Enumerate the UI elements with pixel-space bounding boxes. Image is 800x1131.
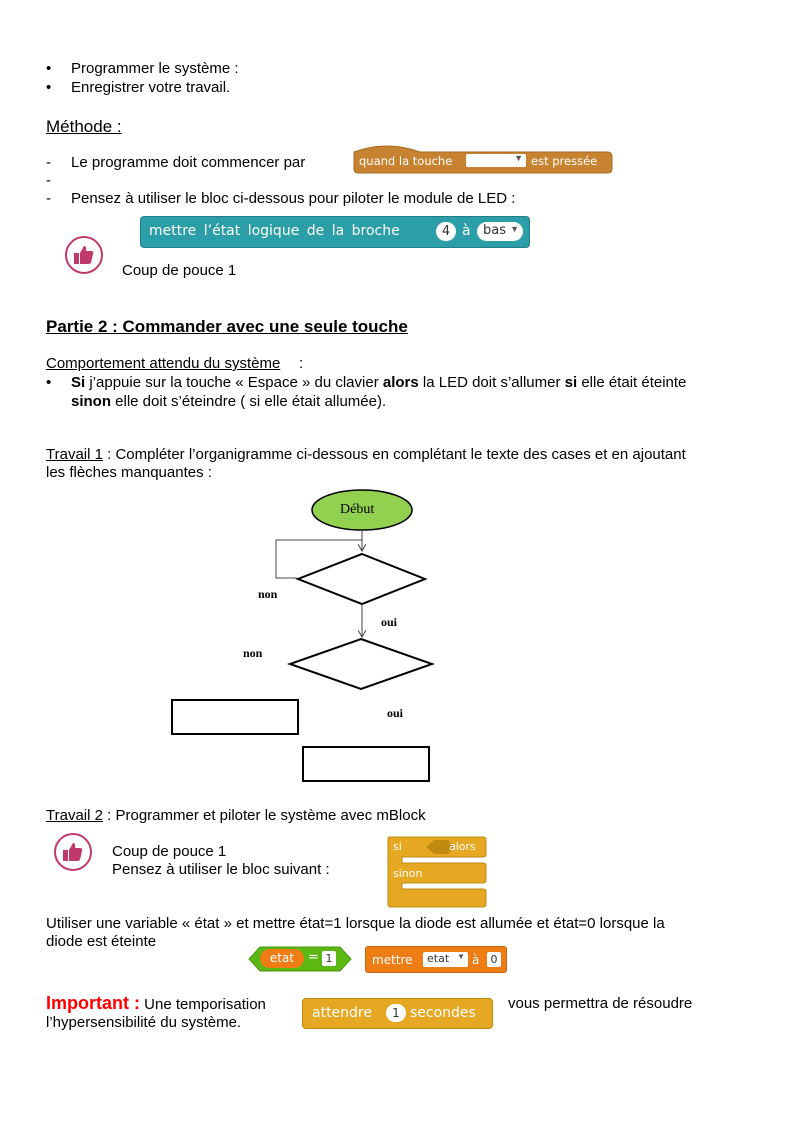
set-var-name: etat: [427, 952, 450, 965]
pin-value-dropdown[interactable]: [477, 222, 523, 241]
equals-operator: =: [308, 950, 319, 965]
comp-text2: la LED doit s’allumer: [418, 374, 565, 391]
label-oui-2: oui: [387, 706, 404, 720]
pin-state-block: [140, 216, 530, 248]
methode-line1: Le programme doit commencer par: [71, 154, 306, 171]
comp-text4: elle doit s’éteindre ( si elle était allumée).: [111, 393, 387, 410]
travail1-line1: [46, 446, 686, 463]
methode-line3: Pensez à utiliser le bloc ci-dessous pour piloter le module de LED :: [71, 190, 516, 207]
kw-sinon: sinon: [71, 393, 111, 410]
set-var-dropdown[interactable]: [423, 952, 468, 967]
comportement-line2: [71, 393, 386, 410]
kw-alors: alors: [382, 374, 419, 391]
travail1-label: Travail 1: [46, 446, 103, 463]
dash: -: [46, 190, 51, 207]
travail2-label: Travail 2: [46, 807, 103, 824]
dash: -: [46, 154, 51, 171]
bullet: •: [46, 60, 52, 77]
set-variable-block: [365, 946, 507, 973]
variable-line2: diode est éteinte: [46, 933, 157, 950]
bullet: •: [46, 374, 52, 391]
chevron-down-icon: ▼: [510, 224, 519, 234]
compare-block: [248, 946, 352, 972]
set-value[interactable]: 0: [487, 952, 501, 967]
flowchart: [0, 488, 800, 788]
var-reporter[interactable]: etat: [260, 949, 304, 968]
label-oui-1: oui: [381, 615, 398, 629]
wait-unit: secondes: [410, 1005, 476, 1021]
important-text2: vous permettra de résoudre: [508, 995, 693, 1012]
travail2-line: [46, 807, 426, 824]
set-label: mettre: [372, 953, 413, 967]
important-line1: [46, 993, 266, 1014]
key-dropdown[interactable]: [466, 154, 526, 167]
task-item: Enregistrer votre travail.: [71, 79, 231, 96]
dash: -: [46, 172, 51, 189]
bullet: •: [46, 79, 52, 96]
key-pressed-block: [352, 142, 613, 174]
action-box-right: [303, 747, 429, 781]
important-text1: Une temporisation: [140, 996, 266, 1013]
else-label: sinon: [393, 867, 423, 880]
comportement-heading: Comportement attendu du système: [46, 355, 281, 372]
comportement-colon: :: [299, 355, 304, 372]
wait-block: [302, 998, 493, 1029]
partie2-title: Partie 2 : Commander avec une seule touche: [46, 317, 408, 336]
travail2-text: : Programmer et piloter le système avec mBlock: [102, 807, 426, 824]
variable-line1: Utiliser une variable « état » et mettre état=1 lorsque la diode est allumée et état=0 lorsque la: [46, 915, 665, 932]
action-box-left: [172, 700, 298, 734]
coup-de-pouce-label[interactable]: Coup de pouce 1: [122, 262, 237, 279]
methode-title: Méthode :: [46, 117, 122, 136]
key-block-label: quand la touche: [359, 154, 453, 168]
kw-si: Si: [71, 374, 86, 391]
decision-2: [290, 639, 432, 689]
label-non-1: non: [258, 587, 278, 601]
pin-block-text: mettre l’état logique de la broche: [149, 223, 400, 239]
comp-text3: elle était éteinte: [577, 374, 687, 391]
travail1-text2: les flèches manquantes :: [46, 464, 212, 481]
label-non-2: non: [243, 646, 263, 660]
important-text3: l’hypersensibilité du système.: [46, 1014, 242, 1031]
important-label: Important :: [46, 993, 140, 1013]
start-label: Début: [340, 502, 375, 517]
travail1-text1: : Compléter l’organigramme ci-dessous en complétant le texte des cases et en ajoutant: [102, 446, 686, 463]
wait-label: attendre: [312, 1005, 372, 1021]
key-block-suffix: est pressée: [531, 154, 598, 168]
thumbs-up-icon[interactable]: [65, 236, 103, 274]
comp-text1: j’appuie sur la touche « Espace » du clavier: [85, 374, 383, 391]
set-a: à: [472, 953, 480, 967]
kw-si2: si: [564, 374, 578, 391]
chevron-down-icon: ▼: [514, 153, 523, 163]
comportement-line1: [71, 374, 686, 391]
task-item: Programmer le système :: [71, 60, 239, 77]
decision-1: [298, 554, 425, 604]
if-label: si: [393, 840, 402, 853]
cdp2-line1[interactable]: Coup de pouce 1: [112, 843, 227, 860]
pin-value: bas: [483, 223, 506, 238]
thumbs-up-icon[interactable]: [54, 833, 92, 871]
compare-value[interactable]: 1: [322, 951, 336, 966]
chevron-down-icon: ▼: [457, 952, 465, 961]
pin-number[interactable]: 4: [436, 222, 456, 241]
if-else-block: [386, 836, 488, 908]
wait-value[interactable]: 1: [386, 1004, 406, 1022]
pin-block-a: à: [462, 223, 471, 239]
cdp2-line2: Pensez à utiliser le bloc suivant :: [112, 861, 330, 878]
then-label: alors: [449, 840, 476, 853]
